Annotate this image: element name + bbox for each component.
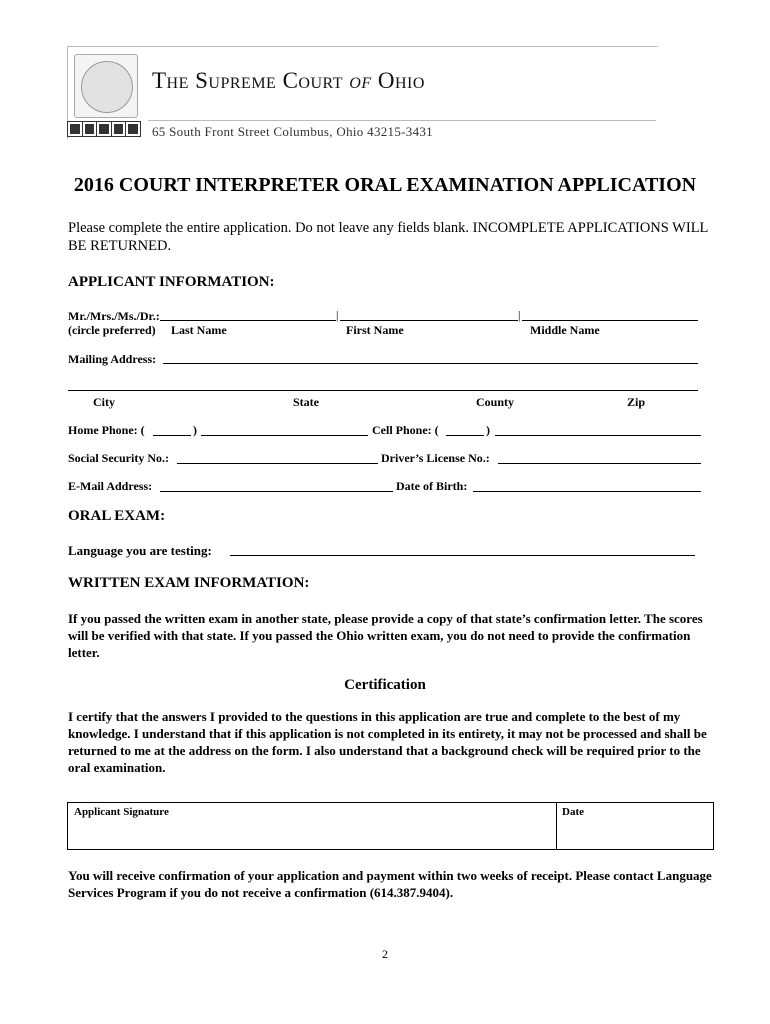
header-rule — [148, 120, 656, 121]
name-prefix-label: Mr./Mrs./Ms./Dr.: — [68, 309, 160, 323]
cell-phone-paren: ) — [486, 423, 490, 437]
signature-box — [67, 802, 714, 850]
certification-heading: Certification — [344, 677, 426, 693]
cell-phone-label: Cell Phone: ( — [372, 423, 439, 437]
applicant-signature-label: Applicant Signature — [74, 806, 169, 818]
dob-label: Date of Birth: — [396, 479, 468, 493]
language-label: Language you are testing: — [68, 543, 212, 558]
written-exam-text: If you passed the written exam in another state, please provide a copy of that state’s confirmation letter. The scores will be verified with that state. If you passed the Ohio written exam, you do not need to provide the confirmation letter. — [68, 611, 703, 660]
home-phone-field[interactable] — [201, 435, 368, 436]
ohio-seal-icon — [74, 54, 138, 118]
applicant-heading: APPLICANT INFORMATION: — [68, 274, 275, 290]
written-exam-heading: WRITTEN EXAM INFORMATION: — [68, 575, 310, 591]
language-field[interactable] — [230, 555, 695, 556]
intro-text: Please complete the entire application. Do not leave any fields blank. INCOMPLETE APPLICATIONS WILL BE RETURNED. — [68, 220, 708, 254]
home-phone-paren: ) — [193, 423, 197, 437]
home-phone-area-field[interactable] — [153, 435, 191, 436]
middle-name-label: Middle Name — [530, 323, 600, 337]
zip-label: Zip — [627, 395, 646, 409]
date-label: Date — [562, 806, 584, 818]
dob-field[interactable] — [473, 491, 701, 492]
certification-text: I certify that the answers I provided to the questions in this application are true and complete to the best of my knowledge. I understand that if this application is not completed in its entirety, it may not be processed and shall be returned to me at the address on the form. I also understand that a background check will be required prior to the oral examination. — [68, 709, 707, 775]
middle-name-field[interactable] — [522, 320, 698, 321]
home-phone-label: Home Phone: ( — [68, 423, 145, 437]
first-name-field[interactable] — [340, 320, 518, 321]
drivers-license-label: Driver’s License No.: — [381, 451, 490, 465]
mailing-address-field[interactable] — [163, 363, 698, 364]
cell-phone-area-field[interactable] — [446, 435, 484, 436]
first-name-label: First Name — [346, 323, 404, 337]
court-address: 65 South Front Street Columbus, Ohio 43215-3431 — [152, 124, 433, 139]
court-name: The Supreme Court of Ohio — [152, 68, 425, 93]
ssn-field[interactable] — [177, 463, 378, 464]
state-label: State — [293, 395, 319, 409]
cell-phone-field[interactable] — [495, 435, 701, 436]
greek-key-ornament-icon — [68, 122, 140, 136]
page-number: 2 — [382, 947, 388, 961]
form-title: 2016 COURT INTERPRETER ORAL EXAMINATION APPLICATION — [73, 174, 697, 196]
county-label: County — [476, 395, 515, 409]
drivers-license-field[interactable] — [498, 463, 701, 464]
ssn-label: Social Security No.: — [68, 451, 169, 465]
email-label: E-Mail Address: — [68, 479, 153, 493]
last-name-field[interactable] — [160, 320, 336, 321]
circle-preferred-label: (circle preferred) — [68, 323, 156, 337]
email-field[interactable] — [160, 491, 393, 492]
address-line-2-field[interactable] — [68, 390, 698, 391]
confirmation-text: You will receive confirmation of your application and payment within two weeks of receipt. Please contact Language Services Program if you do not receive a confirmation (614.387.9404). — [68, 868, 712, 900]
city-label: City — [93, 395, 115, 409]
oral-exam-heading: ORAL EXAM: — [68, 508, 166, 524]
mailing-address-label: Mailing Address: — [68, 352, 157, 366]
last-name-label: Last Name — [171, 323, 227, 337]
